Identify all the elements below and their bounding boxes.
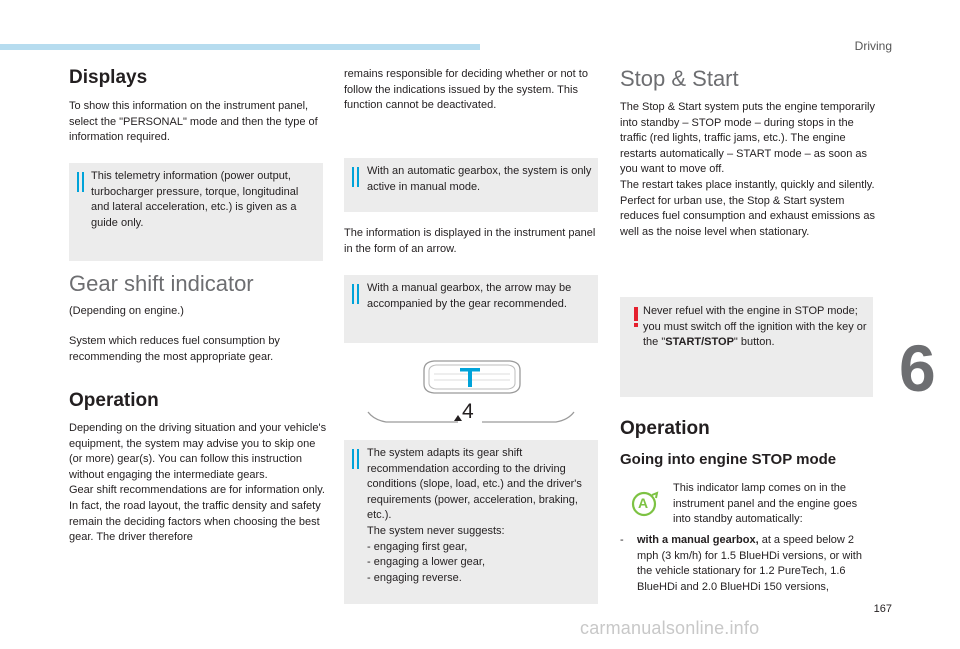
info-marker-icon xyxy=(352,449,361,471)
warning-exclamation-icon xyxy=(633,307,639,329)
telemetry-note-text: This telemetry information (power output, turbocharger pressure, torque, longitudinal and lateral acceleration, etc.) is given as a guide only. xyxy=(91,170,299,229)
manual-gearbox-condition xyxy=(637,533,877,595)
arrow-display-text: The information is displayed in the instrument panel in the form of an arrow. xyxy=(344,227,596,255)
gear-shift-heading: Gear shift indicator xyxy=(69,271,254,296)
page-number: 167 xyxy=(873,603,892,615)
info-marker-icon xyxy=(77,172,86,194)
watermark: carmanualsonline.info xyxy=(580,618,760,638)
gear-shift-text: System which reduces fuel consumption by recommending the most appropriate gear. xyxy=(69,335,280,363)
operation-heading: Operation xyxy=(69,390,159,411)
gear-engine-note: (Depending on engine.) xyxy=(69,305,184,317)
operation-text: Depending on the driving situation and your vehicle's equipment, the system may advise you to skip one (or more) gear(s). You can follow this instruction without engaging the intermediate gears. Gear shift recommendations are for information only. In fact, the road layout, the traffic density and safety remain the deciding factors when choosing the best gear. The driver therefore xyxy=(69,422,327,544)
gear-indicator-illustration xyxy=(366,356,578,432)
manual-gearbox-note-text: With a manual gearbox, the arrow may be accompanied by the gear recommended. xyxy=(367,282,572,310)
automatic-gearbox-note-text: With an automatic gearbox, the system is only active in manual mode. xyxy=(367,165,592,193)
automatic-gearbox-note xyxy=(344,158,598,212)
going-into-stop-heading: Going into engine STOP mode xyxy=(620,451,837,468)
displays-heading: Displays xyxy=(69,67,148,88)
displays-text: To show this information on the instrument panel, select the "PERSONAL" mode and then the type of information required. xyxy=(69,100,318,144)
refuel-warning-note xyxy=(620,297,873,397)
telemetry-note xyxy=(69,163,323,261)
top-color-bar xyxy=(0,44,480,50)
chapter-tab-number: 6 xyxy=(899,331,936,405)
info-marker-icon xyxy=(352,284,361,306)
chapter-title: Driving xyxy=(854,39,892,53)
lamp-letter: A xyxy=(638,495,649,511)
recommended-gear-number: 4 xyxy=(462,400,474,423)
list-dash: - xyxy=(620,534,624,546)
start-stop-button-label: START/STOP xyxy=(665,336,734,349)
info-marker-icon xyxy=(352,167,361,189)
warning-text-part: Never refuel with the engine in STOP mode; you must switch off the ignition with the key or the " xyxy=(643,305,867,349)
refuel-warning-text xyxy=(643,304,869,351)
warning-text-end: " button. xyxy=(733,336,775,349)
stop-mode-lamp-icon xyxy=(630,490,660,518)
manual-gearbox-note xyxy=(344,275,598,343)
adapts-note xyxy=(344,440,598,604)
continued-text: remains responsible for deciding whether or not to follow the indications issued by the system. This function cannot be deactivated. xyxy=(344,68,588,112)
stop-operation-heading: Operation xyxy=(620,418,710,439)
manual-gearbox-label: with a manual gearbox, xyxy=(637,534,759,546)
stop-start-heading: Stop & Start xyxy=(620,66,739,91)
adapts-note-text: The system adapts its gear shift recommendation according to the driving conditions (slope, load, etc.) and the driver's requirements (power, acceleration, braking, etc.). The system never suggests: - engaging first gear, - engaging a lower gear, - engaging reverse. xyxy=(367,447,582,584)
manual-gearbox-text: at a speed below 2 mph (3 km/h) for 1.5 BlueHDi versions, or with the vehicle stationary for 1.2 PureTech, 1.6 BlueHDi and 2.0 BlueHDi 150 versions, xyxy=(637,534,862,593)
stop-start-text: The Stop & Start system puts the engine temporarily into standby – STOP mode – during stops in the traffic (red lights, traffic jams, etc.). The engine restarts automatically – START mode – as soon as you want to move off. The restart takes place instantly, quickly and silently. Perfect for urban use, the Stop & Start system reduces fuel consumption and exhaust emissions as well as the noise level when stationary. xyxy=(620,101,875,238)
lamp-text: This indicator lamp comes on in the instrument panel and the engine goes into standby automatically: xyxy=(673,482,858,526)
